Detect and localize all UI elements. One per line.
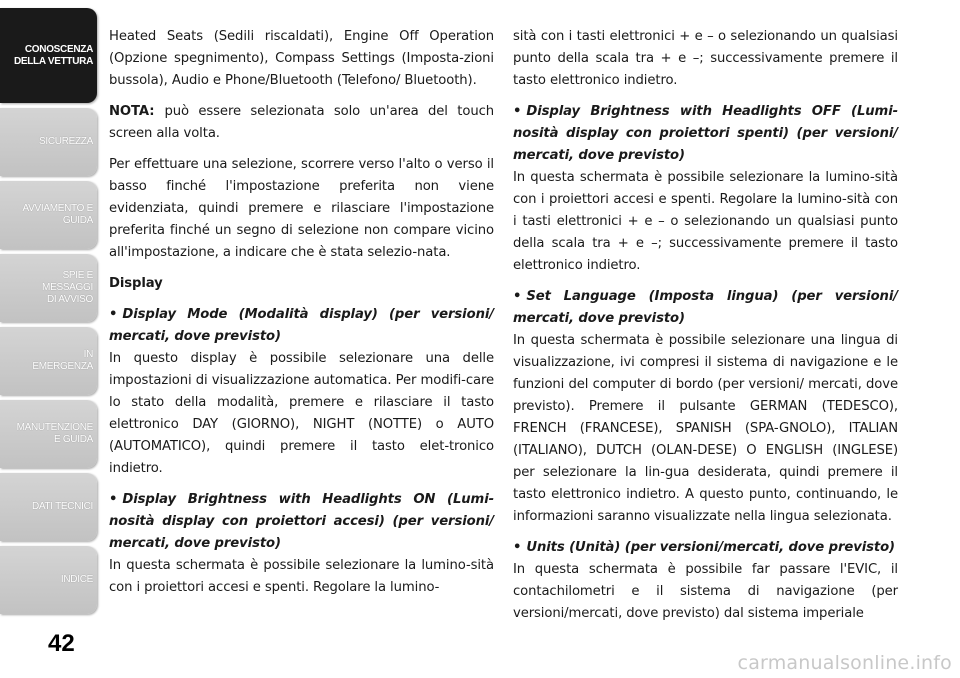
bullet-heading-units	[513, 537, 898, 559]
bullet-heading-brightness-on	[109, 489, 494, 555]
bullet-glyph: •	[513, 104, 522, 119]
nota-paragraph	[109, 101, 494, 145]
tab-label: DATI TECNICI	[31, 501, 93, 512]
chapter-tab-sidebar	[0, 0, 97, 678]
bullet-glyph: •	[109, 492, 118, 507]
page-number: 42	[48, 630, 75, 657]
tab-dati-tecnici[interactable]	[0, 473, 97, 541]
bullet-heading-text: Display Brightness with Headlights OFF (Lumi-nosità display con proiettori spenti) (per versioni/ mercati, dove previsto)	[513, 104, 898, 163]
tab-avviamento-e-guida[interactable]	[0, 181, 97, 249]
tab-label: MANUTENZIONE E GUIDA	[16, 422, 93, 445]
tab-label: AVVIAMENTO E GUIDA	[22, 203, 93, 226]
bullet-glyph: •	[109, 307, 118, 322]
bullet-heading-text: Display Mode (Modalità display) (per versioni/ mercati, dove previsto)	[109, 307, 494, 344]
right-column	[513, 26, 898, 625]
bullet-heading-text: Set Language (Imposta lingua) (per versioni/ mercati, dove previsto)	[513, 289, 898, 326]
tab-in-emergenza[interactable]	[0, 327, 97, 395]
tab-label: IN EMERGENZA	[32, 349, 93, 372]
set-language-paragraph: In questa schermata è possibile selezionare una lingua di visualizzazione, ivi compresi il sistema di navigazione e le funzioni del computer di bordo (per versioni/ mercati, dove previsto). Premere il pulsante GERMAN (TEDESCO), FRENCH (FRANCESE), SPANISH (SPA-GNOLO), ITALIAN (ITALIANO), DUTCH (OLAN-DESE) O ENGLISH (INGLESE) per selezionare la lin-gua desiderata, quindi premere il tasto elettronico indietro. A questo punto, continuando, le informazioni saranno visualizzate nella lingua selezionata.	[513, 333, 898, 524]
tab-label: CONOSCENZA DELLA VETTURA	[13, 43, 93, 67]
continued-paragraph: sità con i tasti elettronici + e – o selezionando un qualsiasi punto della scala tra + e –; successivamente premere il tasto elettronico indietro.	[513, 29, 898, 88]
bullet-glyph: •	[513, 540, 522, 555]
tab-indice[interactable]	[0, 546, 97, 614]
tab-label: SICUREZZA	[39, 136, 93, 147]
nota-label: NOTA:	[109, 104, 155, 119]
bullet-heading-brightness-off	[513, 101, 898, 167]
tab-label: SPIE E MESSAGGI DI AVVISO	[42, 270, 93, 305]
section-title-display: Display	[109, 276, 163, 291]
bullet-heading-text: Units (Unità) (per versioni/mercati, dove previsto)	[526, 540, 895, 555]
watermark: carmanualsonline.info	[737, 652, 952, 674]
display-mode-paragraph: In questo display è possibile selezionare una delle impostazioni di visualizzazione automatica. Per modifi-care lo stato della modalità, premere e rilasciare il tasto elettronico DAY (GIORNO), NIGHT (NOTTE) o AUTO (AUTOMATICO), quindi premere il tasto elet-tronico indietro.	[109, 351, 494, 476]
bullet-heading-set-language	[513, 286, 898, 330]
intro-paragraph: Heated Seats (Sedili riscaldati), Engine Off Operation (Opzione spegnimento), Compass Settings (Imposta-zioni bussola), Audio e Phone/Bluetooth (Telefono/ Bluetooth).	[109, 29, 494, 88]
nota-text: può essere selezionata solo un'area del touch screen alla volta.	[109, 104, 494, 141]
left-column	[109, 26, 494, 599]
bullet-heading-display-mode	[109, 304, 494, 348]
brightness-off-paragraph: In questa schermata è possibile selezionare la lumino-sità con i proiettori accesi e spenti. Regolare la lumino-sità con i tasti elettronici + e – o selezionando un qualsiasi punto della scala tra + e –; successivamente premere il tasto elettronico indietro.	[513, 170, 898, 273]
units-paragraph: In questa schermata è possibile far passare l'EVIC, il contachilometri e il sistema di navigazione (per versioni/mercati, dove previsto) dal sistema imperiale	[513, 562, 898, 621]
tab-conoscenza-della-vettura[interactable]	[0, 8, 97, 103]
bullet-heading-text: Display Brightness with Headlights ON (Lumi-nosità display con proiettori accesi) (per versioni/ mercati, dove previsto)	[109, 492, 494, 551]
selection-paragraph: Per effettuare una selezione, scorrere verso l'alto o verso il basso finché l'impostazione preferita non viene evidenziata, quindi premere e rilasciare l'impostazione preferita finché un segno di selezione non compare vicino all'impostazione, a indicare che è stata selezio-nata.	[109, 157, 494, 260]
tab-label: INDICE	[60, 574, 93, 585]
bullet-glyph: •	[513, 289, 522, 304]
tab-sicurezza[interactable]	[0, 108, 97, 176]
tab-manutenzione[interactable]	[0, 400, 97, 468]
tab-spie-e-messaggi[interactable]	[0, 254, 97, 322]
brightness-on-paragraph: In questa schermata è possibile selezionare la lumino-sità con i proiettori accesi e spenti. Regolare la lumino-	[109, 558, 494, 595]
